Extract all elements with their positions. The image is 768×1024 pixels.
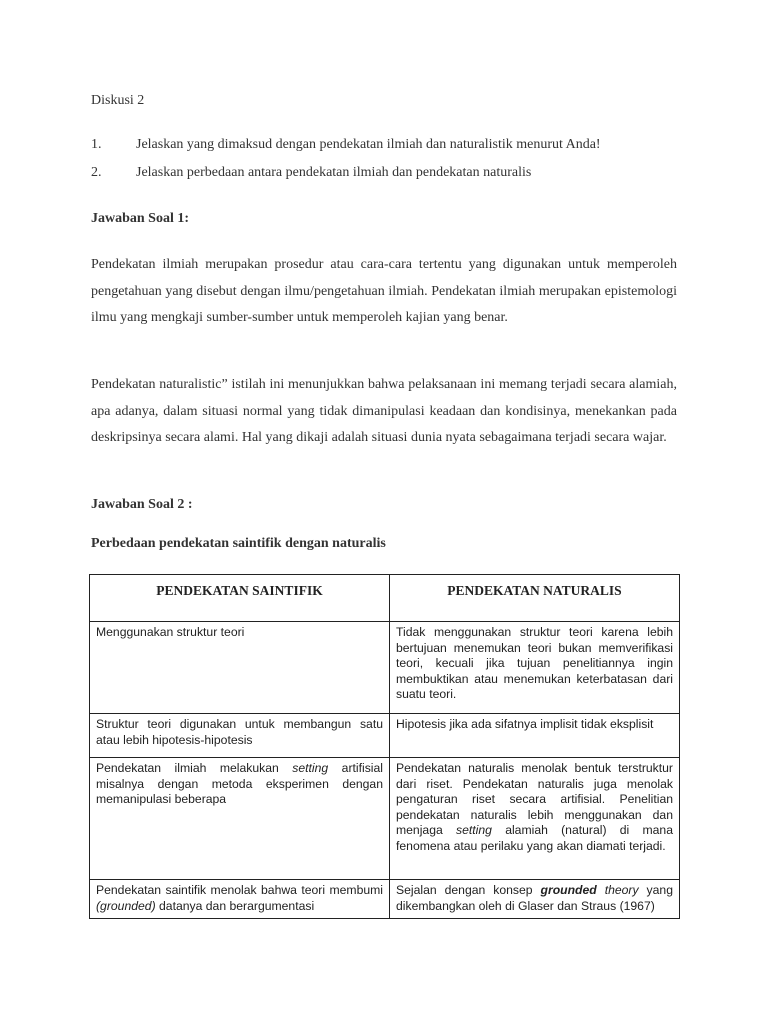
- cell-text-italic: setting: [456, 823, 492, 838]
- table-cell: [90, 758, 390, 880]
- question-list: [91, 137, 691, 193]
- column-header-naturalis: PENDEKATAN NATURALIS: [390, 575, 680, 622]
- answer-1-paragraph-1: Pendekatan ilmiah merupakan prosedur atau cara-cara tertentu yang digunakan untuk memperoleh pengetahuan yang disebut dengan ilmu/pengetahuan ilmiah. Pendekatan ilmiah merupakan epistemologi ilmu yang mengkaji sumber-sumber untuk memperoleh kajian yang benar.: [91, 257, 677, 325]
- table-cell: [90, 880, 390, 919]
- question-number: 1.: [91, 137, 102, 152]
- table-cell: Menggunakan struktur teori: [90, 622, 390, 714]
- cell-text: Sejalan dengan konsep: [396, 883, 541, 897]
- question-number: 2.: [91, 165, 102, 180]
- table-cell: [390, 880, 680, 919]
- column-header-saintifik: PENDEKATAN SAINTIFIK: [90, 575, 390, 622]
- cell-text-italic: theory: [596, 883, 639, 897]
- cell-text-bold: grounded: [540, 883, 597, 897]
- cell-text: yang dikembangkan oleh di Glaser dan Straus (1967): [396, 883, 673, 913]
- table-cell: Struktur teori digunakan untuk membangun satu atau lebih hipotesis-hipotesis: [90, 714, 390, 758]
- table-header-row: [90, 575, 680, 622]
- cell-text-bold-italic: [541, 883, 597, 897]
- question-text: Jelaskan yang dimaksud dengan pendekatan ilmiah dan naturalistik menurut Anda!: [136, 137, 601, 152]
- table-cell: Tidak menggunakan struktur teori karena lebih bertujuan menemukan teori bukan memverifikasi teori, kecuali jika tujuan penelitiannya ingin membuktikan atau menemukan keterbatasan dari suatu teori.: [390, 622, 680, 714]
- question-item: [91, 137, 691, 165]
- table-cell: [390, 758, 680, 880]
- question-text: Jelaskan perbedaan antara pendekatan ilmiah dan pendekatan naturalis: [136, 165, 532, 180]
- comparison-subheading: Perbedaan pendekatan saintifik dengan naturalis: [91, 536, 386, 551]
- table-row: [90, 714, 680, 758]
- cell-text-italic: (grounded): [96, 898, 156, 913]
- table-row: [90, 622, 680, 714]
- answer-2-heading: Jawaban Soal 2 :: [91, 497, 193, 512]
- cell-text: Pendekatan saintifik menolak bahwa teori membumi: [96, 883, 383, 897]
- table-row: [90, 758, 680, 880]
- comparison-table: [89, 574, 680, 919]
- question-item: [91, 165, 691, 193]
- cell-text: alamiah (natural) di mana fenomena atau perilaku yang akan diamati terjadi.: [396, 823, 673, 853]
- answer-1-paragraph-2: Pendekatan naturalistic” istilah ini menunjukkan bahwa pelaksanaan ini memang terjadi secara alamiah, apa adanya, dalam situasi normal yang tidak dimanipulasi keadaan dan kondisinya, menekankan pada deskripsinya secara alami. Hal yang dikaji adalah situasi dunia nyata sebagaimana terjadi secara wajar.: [91, 377, 677, 445]
- answer-1-heading: Jawaban Soal 1:: [91, 211, 190, 226]
- table-cell: Hipotesis jika ada sifatnya implisit tidak eksplisit: [390, 714, 680, 758]
- cell-text-italic: setting: [292, 761, 329, 775]
- table-row: [90, 880, 680, 919]
- cell-text: artifisial misalnya dengan metoda eksperimen dengan memanipulasi beberapa: [96, 761, 383, 807]
- document-title: Diskusi 2: [91, 93, 145, 108]
- cell-text: datanya dan berargumentasi: [155, 898, 315, 913]
- cell-text: Pendekatan ilmiah melakukan: [96, 761, 293, 775]
- cell-text: Pendekatan naturalis menolak bentuk terstruktur dari riset. Pendekatan naturalis juga menolak pengaturan riset secara artifisial. Penelitian pendekatan naturalis lebih menggunakan dan menjaga: [396, 761, 673, 838]
